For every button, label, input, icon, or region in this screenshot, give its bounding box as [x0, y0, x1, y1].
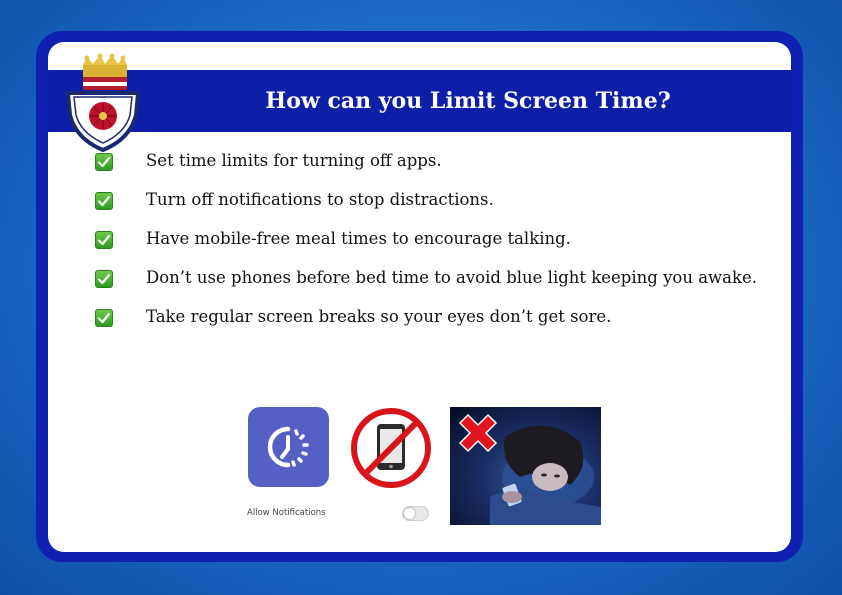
child-with-phone-in-bed-photo [450, 407, 601, 525]
check-mark-icon [95, 153, 113, 171]
check-mark-icon [95, 231, 113, 249]
school-crest-icon [60, 53, 146, 153]
toggle-knob [404, 508, 415, 519]
tip-text: Take regular screen breaks so your eyes don’t get sore. [146, 307, 612, 326]
list-item [95, 150, 757, 189]
check-mark-icon [95, 192, 113, 210]
list-item [95, 189, 757, 228]
tip-text: Set time limits for turning off apps. [146, 151, 442, 170]
no-phone-icon [350, 407, 432, 489]
check-mark-icon [95, 270, 113, 288]
tips-list [95, 150, 757, 345]
tip-text: Turn off notifications to stop distractions. [146, 190, 494, 209]
screen-time-icon [248, 407, 329, 487]
notifications-toggle [402, 506, 429, 521]
list-item [95, 306, 757, 345]
tip-text: Have mobile-free meal times to encourage talking. [146, 229, 571, 248]
tip-text: Don’t use phones before bed time to avoid blue light keeping you awake. [146, 268, 758, 287]
title-band [48, 70, 791, 132]
list-item [95, 267, 757, 306]
check-mark-icon [95, 309, 113, 327]
slide-title: How can you Limit Screen Time? [265, 88, 671, 114]
list-item [95, 228, 757, 267]
allow-notifications-label: Allow Notifications [247, 508, 326, 518]
